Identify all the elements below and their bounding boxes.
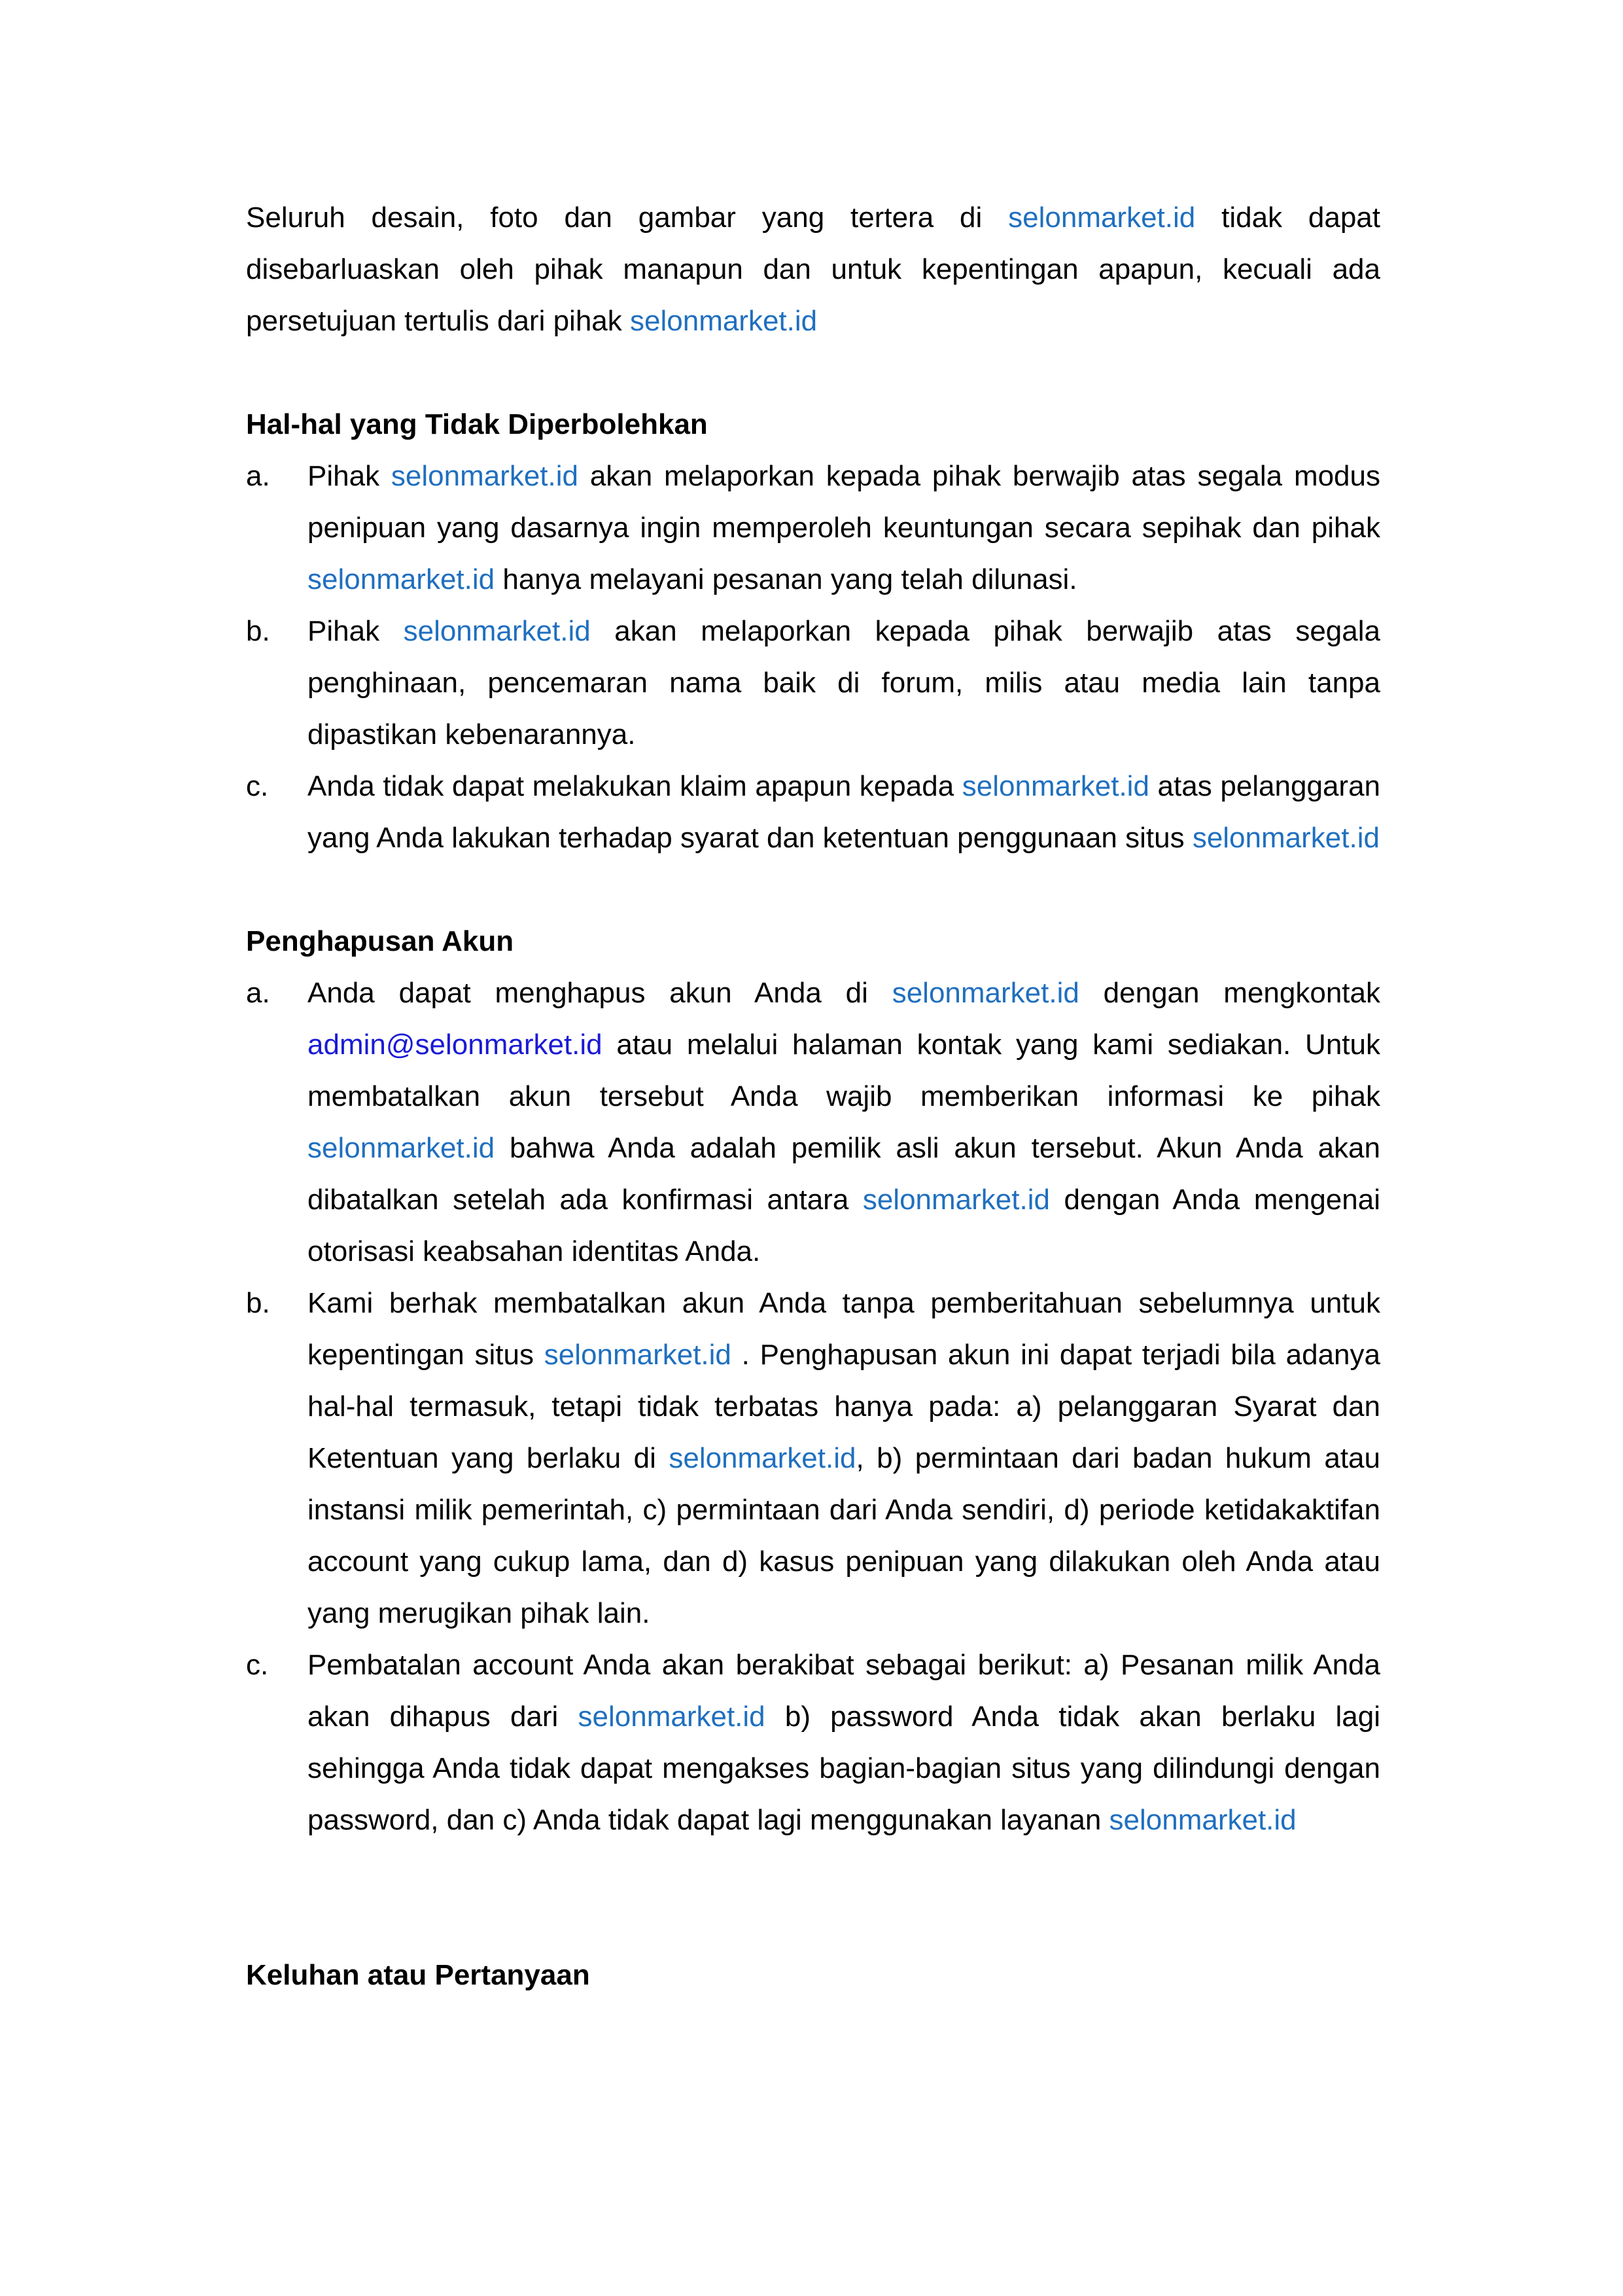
item-text: bahwa Anda adalah pemilik asli akun tersebut. Akun Anda akan dibatalkan setelah ada konfirmasi antara bbox=[307, 1132, 1380, 1216]
intro-text: tidak dapat disebarluaskan oleh pihak manapun dan untuk kepentingan apapun, kecuali ada persetujuan tertulis dari pihak bbox=[246, 202, 1381, 337]
selonmarket-link[interactable]: selonmarket.id bbox=[307, 1132, 495, 1164]
selonmarket-link[interactable]: selonmarket.id bbox=[962, 770, 1149, 802]
list-item bbox=[246, 967, 1380, 1277]
selonmarket-link[interactable]: selonmarket.id bbox=[1008, 202, 1196, 234]
selonmarket-link[interactable]: selonmarket.id bbox=[307, 563, 495, 595]
selonmarket-link[interactable]: selonmarket.id bbox=[1192, 822, 1380, 854]
selonmarket-link[interactable]: selonmarket.id bbox=[403, 615, 591, 647]
item-text: Anda dapat menghapus akun Anda di bbox=[307, 977, 892, 1009]
item-text: . Penghapusan akun ini dapat terjadi bila adanya hal-hal termasuk, tetapi tidak terbatas hanya pada: a) pelanggaran Syarat dan Ketentuan yang berlaku di bbox=[307, 1339, 1381, 1474]
list-marker: a. bbox=[246, 460, 270, 492]
item-text: akan melaporkan kepada pihak berwajib atas segala penghinaan, pencemaran nama baik di forum, milis atau media lain tanpa dipastikan kebenarannya. bbox=[307, 615, 1380, 751]
list-item bbox=[246, 605, 1380, 760]
list-marker: b. bbox=[246, 615, 270, 647]
section-heading-account-deletion: Penghapusan Akun bbox=[246, 925, 514, 957]
selonmarket-link[interactable]: selonmarket.id bbox=[669, 1442, 856, 1474]
admin-email-link[interactable]: admin@selonmarket.id bbox=[307, 1029, 602, 1061]
selonmarket-link[interactable]: selonmarket.id bbox=[862, 1184, 1050, 1216]
item-text: Anda tidak dapat melakukan klaim apapun kepada bbox=[307, 770, 962, 802]
item-text: dengan mengkontak bbox=[1079, 977, 1380, 1009]
item-text: atau melalui halaman kontak yang kami sediakan. Untuk membatalkan akun tersebut Anda wajib memberikan informasi ke pihak bbox=[307, 1029, 1380, 1112]
list-marker: c. bbox=[246, 1649, 269, 1681]
list-item bbox=[246, 1277, 1380, 1639]
selonmarket-link[interactable]: selonmarket.id bbox=[544, 1339, 731, 1371]
selonmarket-link[interactable]: selonmarket.id bbox=[578, 1701, 765, 1733]
selonmarket-link[interactable]: selonmarket.id bbox=[391, 460, 579, 492]
section-heading-complaints: Keluhan atau Pertanyaan bbox=[246, 1959, 590, 1991]
item-text: , b) permintaan dari badan hukum atau instansi milik pemerintah, c) permintaan dari Anda sendiri, d) periode ketidakaktifan account yang cukup lama, dan d) kasus penipuan yang dilakukan oleh Anda atau yang merugikan pihak lain. bbox=[307, 1442, 1380, 1629]
item-text: Pihak bbox=[307, 615, 404, 647]
spacer bbox=[246, 1846, 1380, 1949]
item-text: Pembatalan account Anda akan berakibat sebagai berikut: a) Pesanan milik Anda akan dihapus dari bbox=[307, 1649, 1380, 1733]
list-item bbox=[246, 450, 1380, 605]
spacer bbox=[246, 864, 1380, 915]
prohibited-list bbox=[246, 450, 1380, 864]
section-heading-prohibited: Hal-hal yang Tidak Diperbolehkan bbox=[246, 408, 708, 440]
item-text: hanya melayani pesanan yang telah dilunasi. bbox=[495, 563, 1077, 595]
selonmarket-link[interactable]: selonmarket.id bbox=[630, 305, 818, 337]
list-marker: b. bbox=[246, 1287, 270, 1319]
intro-paragraph bbox=[246, 192, 1380, 347]
list-item bbox=[246, 760, 1380, 864]
list-item bbox=[246, 1639, 1380, 1846]
item-text: Pihak bbox=[307, 460, 391, 492]
list-marker: a. bbox=[246, 977, 270, 1009]
list-marker: c. bbox=[246, 770, 269, 802]
item-text: akan melaporkan kepada pihak berwajib atas segala modus penipuan yang dasarnya ingin memperoleh keuntungan secara sepihak dan pihak bbox=[307, 460, 1381, 544]
selonmarket-link[interactable]: selonmarket.id bbox=[1109, 1804, 1297, 1836]
spacer bbox=[246, 347, 1380, 398]
intro-text: Seluruh desain, foto dan gambar yang tertera di bbox=[246, 202, 1009, 234]
item-text: atas pelanggaran yang Anda lakukan terhadap syarat dan ketentuan penggunaan situs bbox=[307, 770, 1381, 854]
document-page bbox=[246, 192, 1380, 2001]
item-text: dengan Anda mengenai otorisasi keabsahan identitas Anda. bbox=[307, 1184, 1380, 1267]
account-deletion-list bbox=[246, 967, 1380, 1846]
item-text: Kami berhak membatalkan akun Anda tanpa pemberitahuan sebelumnya untuk kepentingan situs bbox=[307, 1287, 1380, 1371]
selonmarket-link[interactable]: selonmarket.id bbox=[892, 977, 1079, 1009]
item-text: b) password Anda tidak akan berlaku lagi sehingga Anda tidak dapat mengakses bagian-bagian situs yang dilindungi dengan password, dan c) Anda tidak dapat lagi menggunakan layanan bbox=[307, 1701, 1380, 1836]
